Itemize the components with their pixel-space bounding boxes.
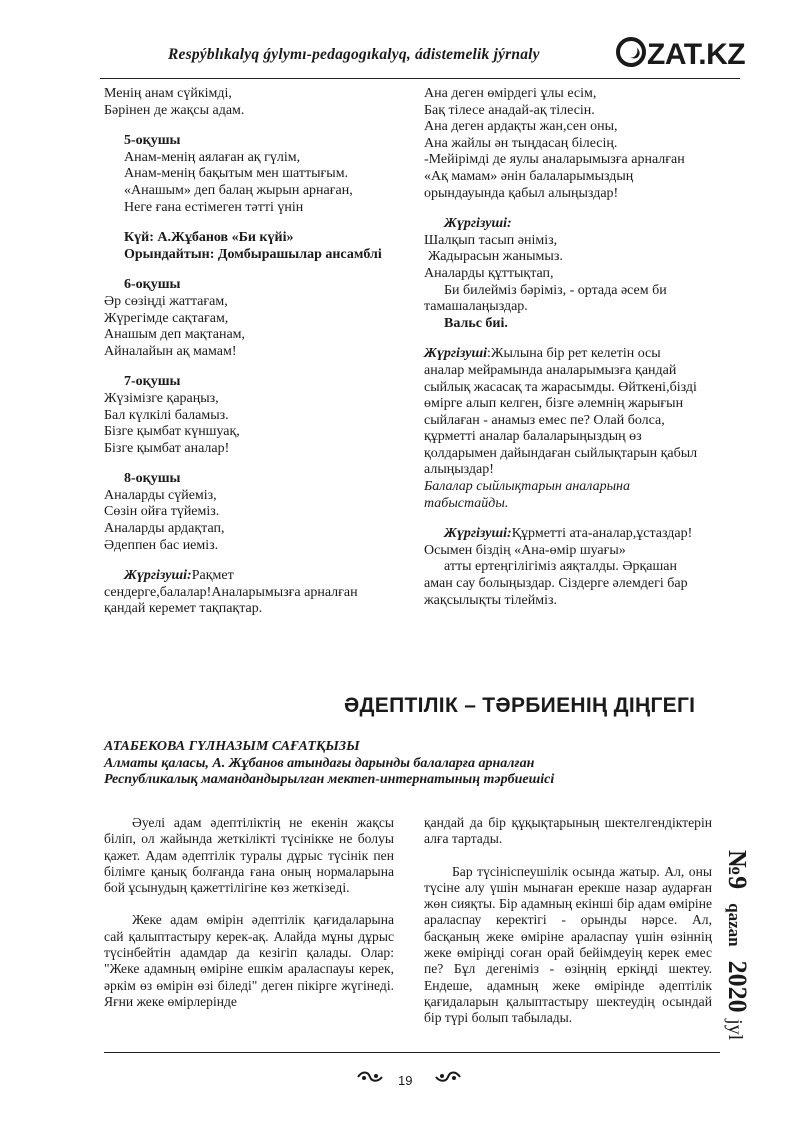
poem-line: «Анашым» деп балаң жырын арнаған,	[124, 182, 353, 198]
host-text: құрметті аналар балаларыңыздың өз	[424, 429, 642, 445]
issue-month: qazan	[725, 903, 744, 947]
host-text: сыйлаған - анамыз емес пе? Олай болса,	[424, 412, 665, 428]
poem-line: Аналарды сүйеміз,	[104, 487, 217, 503]
poem-line: Ана деген өмірдегі ұлы есім,	[424, 86, 597, 101]
dance-heading: Вальс биі.	[444, 315, 508, 331]
poem-line: Бақ тілесе анадай-ақ тілесін.	[424, 102, 595, 118]
text-line: орындауында қабыл алыңыздар!	[424, 185, 619, 201]
header-divider	[100, 78, 740, 79]
paragraph: Бар түсініспеушілік осында жатыр. Ал, оны түсіне алу үшін мынаған ерекше назар аударған жөн сияқты. Бір адамның екінші бір адам өміріне араласпау керектігі - орынды нәрсе. Ал, басқаның жеке өміріне араласпау үшін өзіннің жеке өміріңді соған орай бейімдеуің керек емес пе? Бұл дегеніміз - өзіңнің еркіңді шектеу. Ендеше, адамның жеке өмірінде әдептілік қағидаларын қалыптастыру шектеудің осындай бір түрі болып табылады.	[424, 863, 712, 1026]
host-label: Жүргізуші	[424, 346, 488, 362]
author-name: АТАБЕКОВА ГҮЛНАЗЫМ САҒАТҚЫЗЫ	[104, 739, 360, 754]
speaker-heading: 8-оқушы	[124, 471, 181, 487]
article-title: ӘДЕПТІЛІК – ТӘРБИЕНІҢ ДІҢГЕГІ	[344, 694, 696, 717]
poem-line: Жүзімізге қараңыз,	[104, 390, 219, 406]
paragraph: Жеке адам өмірін әдептілік қағидаларына сай қалыптастыру керек-ақ. Алайда мұны дұрыс түсінбейтін адамдар да кезігіп қалады. Олар: "Жеке адамның өміріне ешкім араласпауы керек, әркім өз өмірін өзі біледі" деген пікірге жүгінеді. Яғни жеке өмірлерінде	[104, 912, 394, 1009]
host-label: Жүргізуші:	[124, 568, 192, 584]
poem-line: Бізге қымбат аналар!	[104, 440, 230, 456]
poem-line: Аналарды ардақтап,	[104, 521, 225, 537]
footer-divider	[104, 1052, 720, 1053]
host-text: алыңыздар!	[424, 462, 494, 478]
performer-heading: Орындайтын: Домбырашылар ансамблі	[124, 246, 382, 262]
host-text: аман сау болыңыздар. Сіздерге әлемдегі бар	[424, 576, 688, 592]
host-text: сыйлық жасасақ та жарасымды. Өйткені,бізді	[424, 379, 697, 395]
poem-line: Неге ғана естімеген тәтті үнін	[124, 199, 304, 215]
stage-note: табыстайды.	[424, 495, 509, 511]
host-text: Рақмет	[191, 568, 234, 584]
host-text: Осымен біздің «Ана-өмір шуағы»	[424, 542, 626, 558]
speaker-heading: 7-оқушы	[124, 374, 181, 390]
issue-number: №9	[723, 850, 752, 890]
poem-line: Анам-менің бақытым мен шаттығым.	[124, 166, 349, 182]
issue-sidebar	[722, 850, 782, 1090]
poem-line: Ана жайлы ән тыңдасаң білесің.	[424, 135, 618, 151]
host-text: :Жылына бір рет келетін осы	[487, 346, 661, 362]
author-block	[104, 739, 554, 789]
poem-line: тамашалаңыздар.	[424, 299, 528, 315]
issue-year: 2020	[723, 960, 752, 1013]
right-ornament-icon	[434, 1069, 462, 1085]
poem-line: Ана деген ардақты жан,сен оны,	[424, 119, 618, 135]
left-column	[104, 86, 414, 618]
author-affiliation: Алматы қаласы, А. Жұбанов атындағы дарынды балаларға арналған	[104, 755, 535, 771]
poem-line: Әдеппен бас иеміз.	[104, 537, 219, 553]
poem-line: Шалқып тасып әніміз,	[424, 232, 558, 248]
issue-year-suffix: jyl	[724, 1019, 746, 1041]
left-ornament-icon	[356, 1069, 384, 1085]
poem-line: Аналарды құттықтап,	[424, 265, 554, 281]
poem-line: Айналайын ақ мамам!	[104, 343, 237, 359]
paragraph: қандай да бір құқықтарының шектелгендіктерін алға тартады.	[424, 815, 712, 847]
text-line: -Мейірімді де яулы аналарымызға арналған	[424, 152, 685, 168]
article-right-column	[424, 815, 712, 1043]
poem-line: Бал күлкілі баламыз.	[104, 407, 229, 423]
host-text: қандай керемет тақпақтар.	[104, 601, 263, 617]
host-text: жақсылықты тілейміз.	[424, 592, 558, 608]
poem-line: Бізге қымбат күншуақ,	[104, 424, 240, 440]
author-affiliation: Республикалық мамандандырылған мектеп-интернатының тәрбиешісі	[104, 772, 555, 788]
host-label: Жүргізуші:	[444, 216, 512, 232]
host-text: аналар мейрамында аналарымызға қандай	[424, 362, 677, 378]
logo-text: ZAT.KZ	[647, 38, 746, 71]
poem-line: Жадырасын жанымыз.	[428, 249, 563, 265]
poem-line: Менің анам сүйкімді,	[104, 86, 232, 101]
host-text: өмірге алып келген, бізге әлемнің жарығын	[424, 396, 684, 412]
host-text: атты ертеңгілігіміз аяқталды. Әрқашан	[444, 559, 677, 575]
right-column	[424, 86, 724, 609]
speaker-heading: 6-оқушы	[124, 277, 181, 293]
paragraph: Әуелі адам әдептіліктің не екенін жақсы біліп, ол жайында жеткілікті түсінікке не болуы қажет. Адам әдептілік туралы дұрыс түсінік пен білімге қанық болғанда ғана оның нормаларына бой ұсынудың қажеттілігіне көз жеткізеді.	[104, 815, 394, 896]
music-heading: Күй: А.Жұбанов «Би күйі»	[124, 230, 294, 246]
poem-line: Анашым деп мақтанам,	[104, 327, 246, 343]
page-number: 19	[398, 1073, 413, 1088]
host-text: сендерге,балалар!Аналарымызға арналған	[104, 584, 358, 600]
poem-line: Би билейміз бәріміз, - ортада әсем би	[444, 282, 667, 298]
host-text: қолдарымен дайындаған сыйлықтарын қабыл	[424, 445, 698, 461]
article-left-column	[104, 815, 394, 1026]
stage-note: Балалар сыйлықтарын аналарына	[424, 479, 630, 495]
host-text: Құрметті ата-аналар,ұстаздар!	[511, 526, 693, 542]
text-line: «Ақ мамам» әнін балаларымыздың	[424, 168, 634, 184]
poem-line: Анам-менің аялаған ақ гүлім,	[124, 149, 301, 165]
journal-logo	[616, 37, 745, 72]
poem-line: Әр сөзіңді жаттағам,	[104, 293, 228, 309]
poem-line: Бәрінен де жақсы адам.	[104, 102, 245, 118]
journal-tagline: Respýblıkalyq ǵylymı-pedagogıkalyq, ádistemelik jýrnaly	[168, 46, 540, 63]
logo-ring-icon	[616, 37, 646, 67]
speaker-heading: 5-оқушы	[124, 133, 181, 149]
host-label: Жүргізуші:	[444, 526, 512, 542]
poem-line: Сөзін ойға түйеміз.	[104, 504, 220, 520]
poem-line: Жүрегімде сақтағам,	[104, 310, 229, 326]
